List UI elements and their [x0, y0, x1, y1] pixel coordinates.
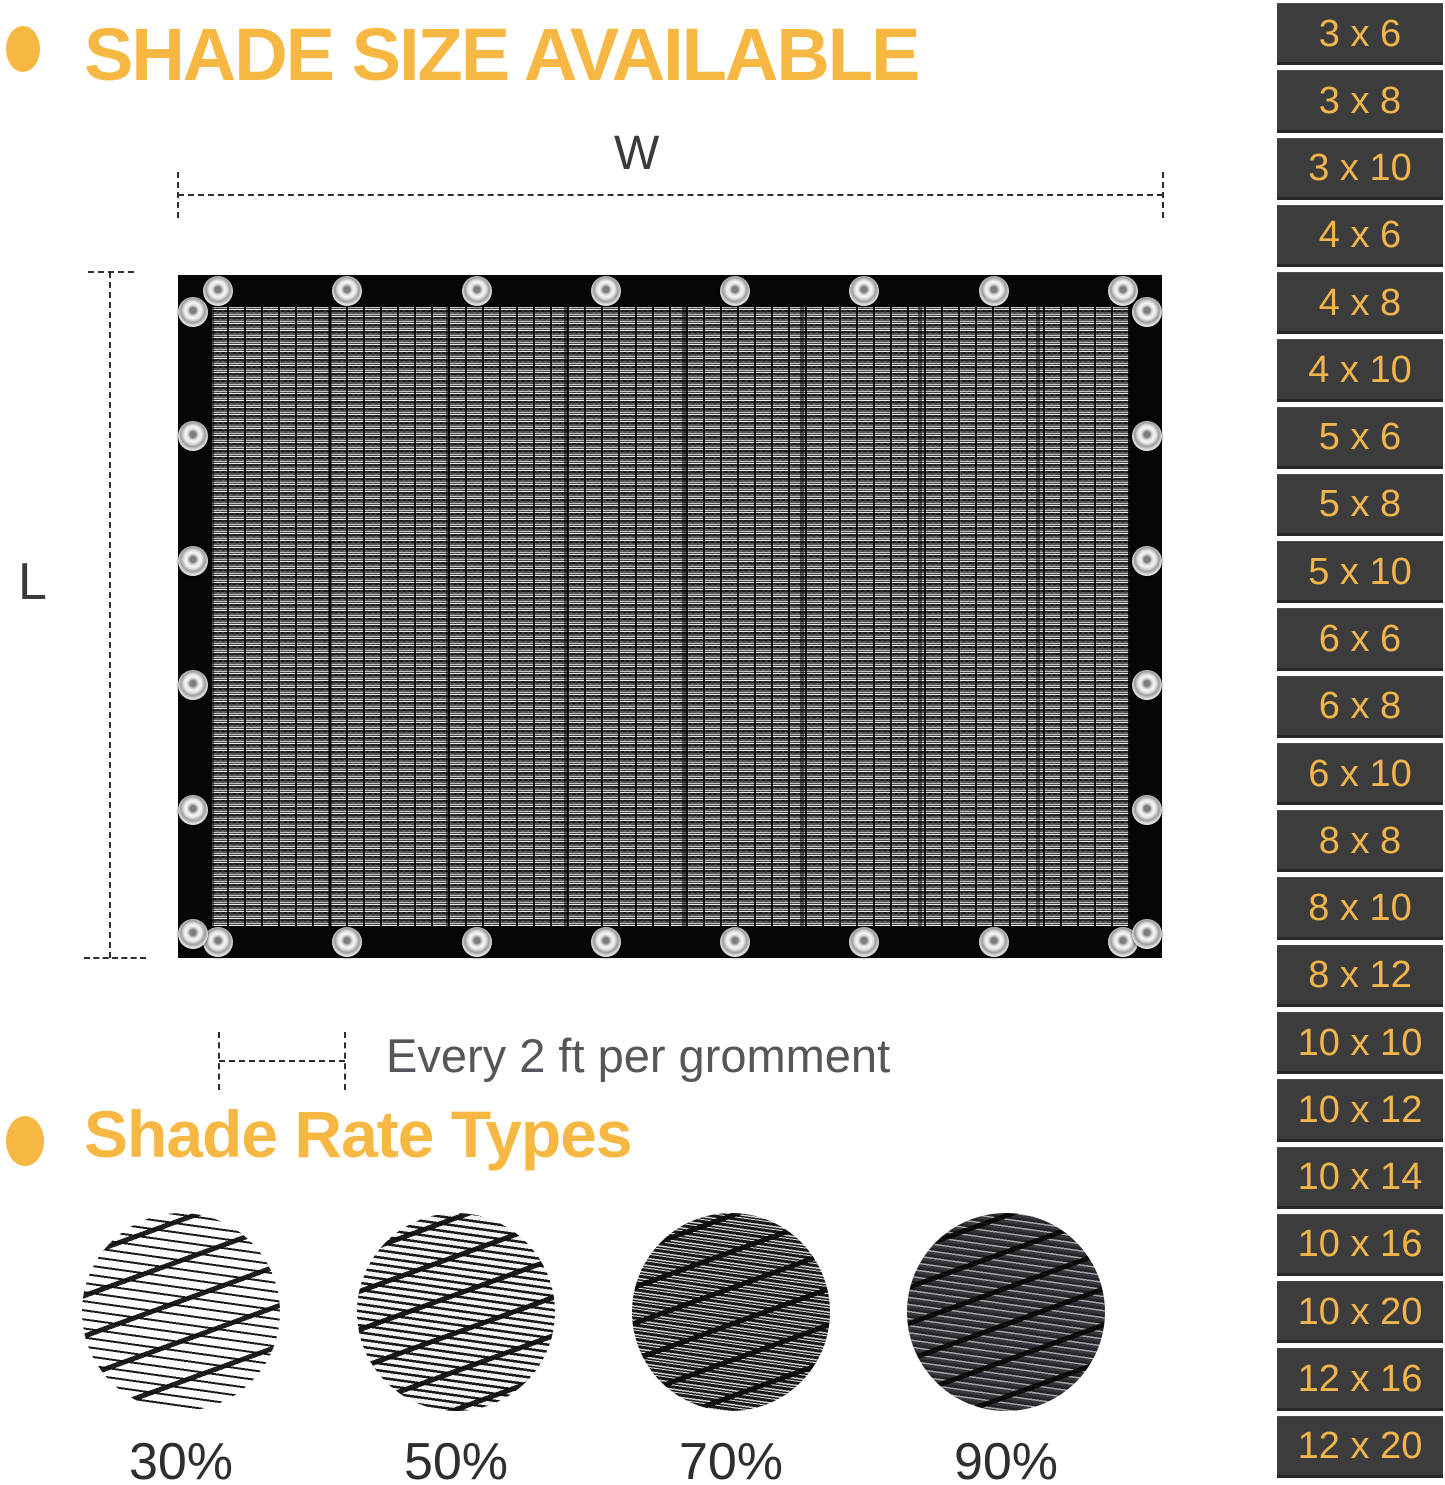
- shade-net-illustration: [178, 275, 1162, 958]
- size-option: 10 x 16: [1277, 1214, 1443, 1276]
- grommet-icon: [1132, 546, 1162, 576]
- length-dimension-label: L: [18, 553, 47, 611]
- size-option: 5 x 8: [1277, 474, 1443, 536]
- width-dimension-label: W: [614, 127, 660, 180]
- width-dimension-tick-right: [1162, 172, 1164, 218]
- grommet-icon: [178, 297, 208, 327]
- grommet-icon: [462, 276, 492, 306]
- shade-net-mesh-texture: [210, 307, 1130, 926]
- length-dimension-tick-bottom: [84, 957, 146, 959]
- grommet-icon: [178, 919, 208, 949]
- size-option: 10 x 10: [1277, 1012, 1443, 1074]
- available-sizes-list: [1277, 3, 1443, 1478]
- grommet-icon: [203, 276, 233, 306]
- shade-rate-swatch-70: [632, 1213, 830, 1411]
- size-option: 10 x 12: [1277, 1079, 1443, 1141]
- size-option: 6 x 6: [1277, 608, 1443, 670]
- size-option: 3 x 6: [1277, 3, 1443, 65]
- shade-size-available-title: SHADE SIZE AVAILABLE: [84, 13, 919, 96]
- grommet-icon: [1132, 297, 1162, 327]
- grommet-icon: [591, 927, 621, 957]
- width-dimension-tick-left: [177, 172, 179, 218]
- size-option: 6 x 8: [1277, 676, 1443, 738]
- size-option: 8 x 10: [1277, 877, 1443, 939]
- size-option: 3 x 8: [1277, 70, 1443, 132]
- size-option: 3 x 10: [1277, 138, 1443, 200]
- grommet-icon: [178, 670, 208, 700]
- length-dimension-line: [109, 272, 111, 958]
- grommet-spacing-note: Every 2 ft per gromment: [386, 1029, 891, 1082]
- shade-rate-percent-label: 90%: [953, 1433, 1059, 1485]
- size-option: 6 x 10: [1277, 743, 1443, 805]
- grommet-icon: [591, 276, 621, 306]
- shade-rate-swatch-90: [907, 1213, 1105, 1411]
- grommet-icon: [178, 546, 208, 576]
- grommet-icon: [1132, 919, 1162, 949]
- size-option: 4 x 6: [1277, 205, 1443, 267]
- grommet-icon: [720, 276, 750, 306]
- grommet-icon: [979, 276, 1009, 306]
- shade-rate-swatch-50: [357, 1213, 555, 1411]
- grommet-icon: [979, 927, 1009, 957]
- grommet-spacing-line: [219, 1060, 345, 1062]
- shade-rate-percent-label: 70%: [678, 1433, 784, 1485]
- shade-rate-percent-label: 30%: [128, 1433, 234, 1485]
- grommet-icon: [1108, 276, 1138, 306]
- size-option: 5 x 6: [1277, 407, 1443, 469]
- length-dimension-tick-top: [88, 271, 134, 273]
- grommet-icon: [1132, 795, 1162, 825]
- size-option: 12 x 20: [1277, 1416, 1443, 1478]
- size-option: 4 x 8: [1277, 272, 1443, 334]
- size-option: 8 x 12: [1277, 945, 1443, 1007]
- shade-rate-types-title: Shade Rate Types: [84, 1097, 632, 1171]
- size-option: 4 x 10: [1277, 339, 1443, 401]
- size-option: 5 x 10: [1277, 541, 1443, 603]
- bullet-icon: [6, 1116, 44, 1166]
- width-dimension-line: [178, 194, 1163, 196]
- grommet-icon: [462, 927, 492, 957]
- grommet-icon: [178, 795, 208, 825]
- grommet-icon: [720, 927, 750, 957]
- size-option: 10 x 14: [1277, 1147, 1443, 1209]
- shade-rate-swatch-30: [82, 1213, 280, 1411]
- size-option: 8 x 8: [1277, 810, 1443, 872]
- bullet-icon: [6, 26, 40, 72]
- size-option: 10 x 20: [1277, 1281, 1443, 1343]
- shade-rate-percent-label: 50%: [403, 1433, 509, 1485]
- grommet-icon: [1132, 670, 1162, 700]
- size-option: 12 x 16: [1277, 1348, 1443, 1410]
